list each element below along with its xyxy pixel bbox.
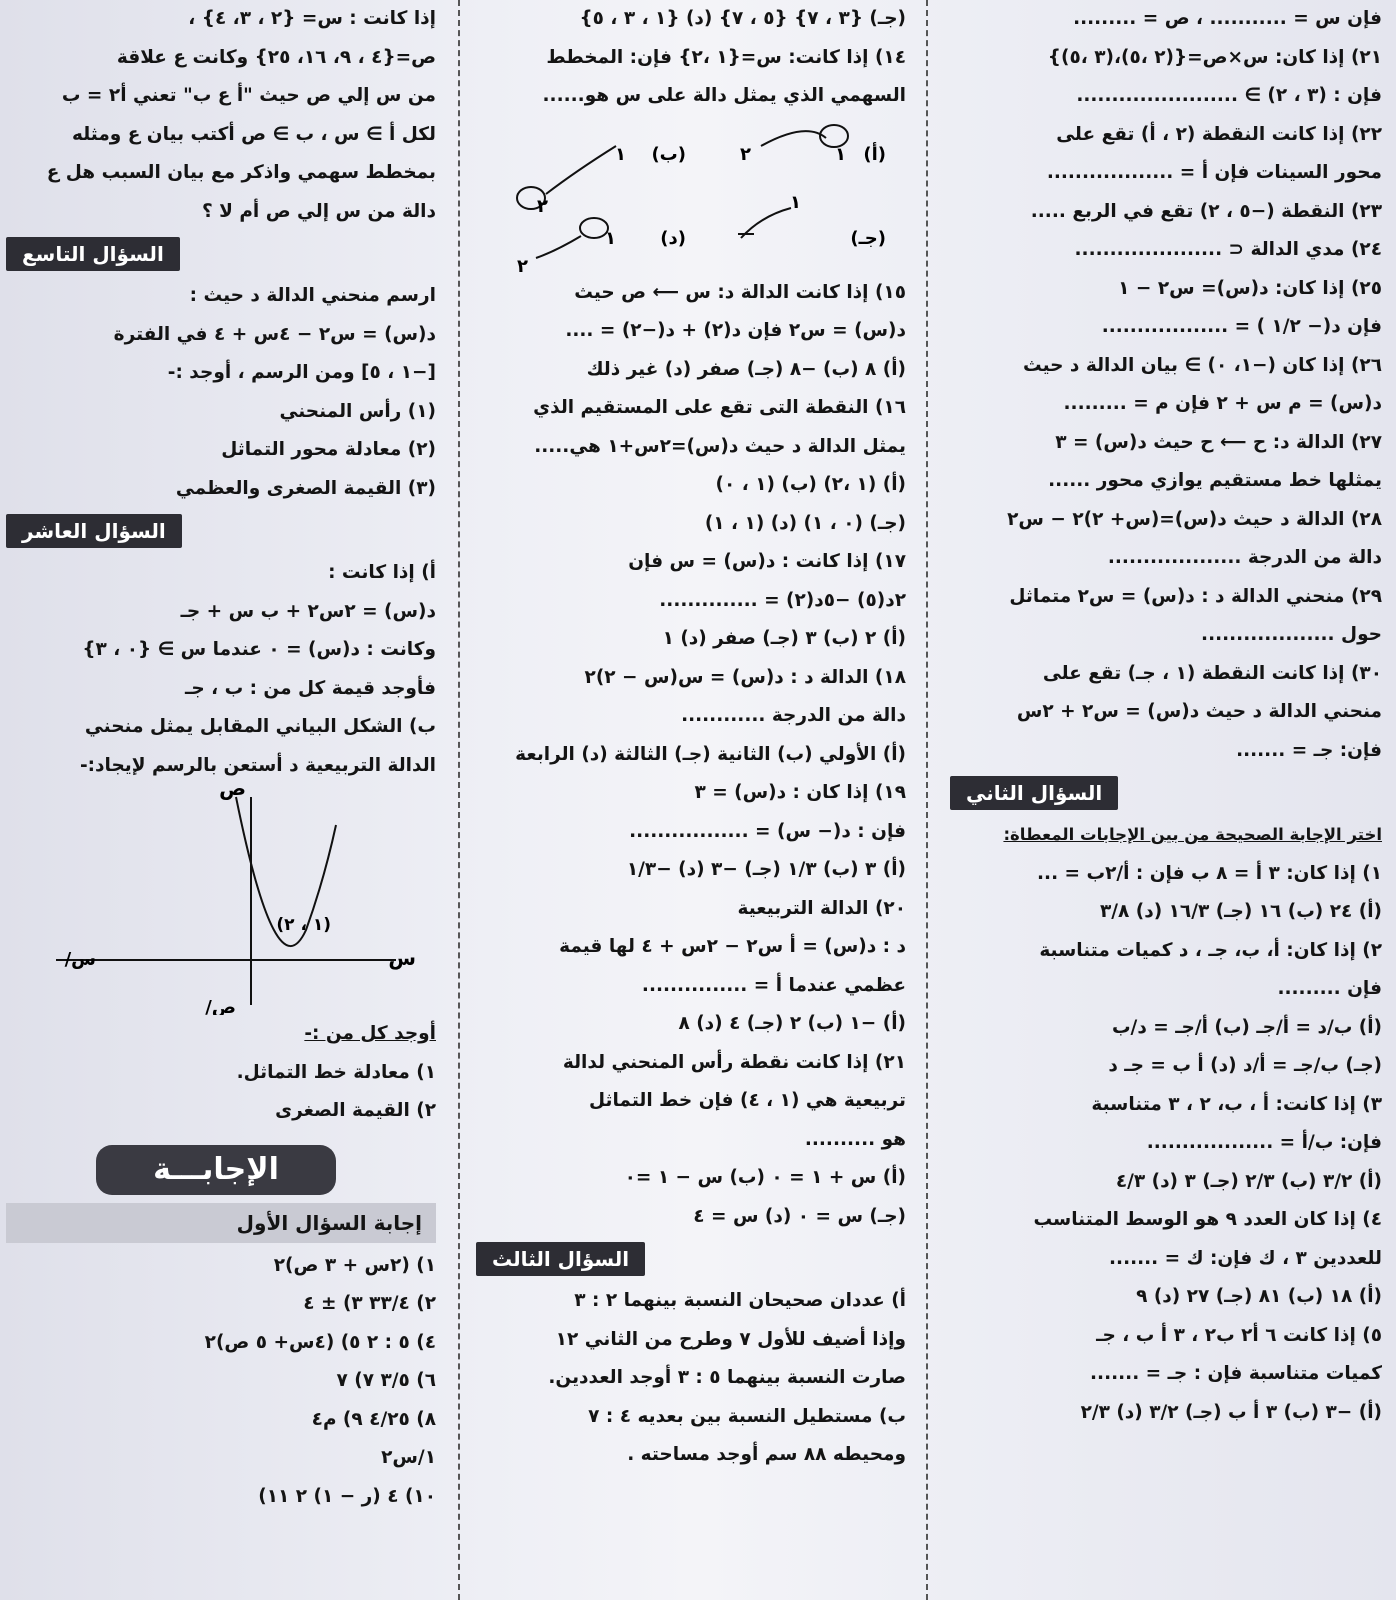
question-line: ٣٠) إذا كانت النقطة (١ ، جـ) تقع على <box>1042 662 1382 684</box>
question-line: ب) الشكل البياني المقابل يمثل منحني <box>84 716 436 737</box>
question-line: فإن ......... <box>1277 978 1382 999</box>
question-line: ٢٧) الدالة د: ح ⟵ ح حيث د(س) = ٣ <box>1055 431 1382 453</box>
question-line: ٢٢) إذا كانت النقطة (٢ ، أ) تقع على <box>1056 123 1382 145</box>
question-line: ٢٨) الدالة د حيث د(س)=(س+ ٢)٢ − س٢ <box>1007 508 1382 530</box>
question-line: ١٤) إذا كانت: س={١ ،٢} فإن: المخطط <box>546 46 906 68</box>
column-divider-1 <box>926 0 928 1600</box>
loop-circle <box>580 218 608 238</box>
question-line: بمخطط سهمي واذكر مع بيان السبب هل ع <box>46 162 436 183</box>
question-line: د(س) = س٢ فإن د(٢) + د(−٢) = .... <box>565 320 906 341</box>
question-line: وكانت : د(س) = ٠ عندما س ∋ {٠ ، ٣} <box>82 639 436 660</box>
question-line: دالة من س إلي ص أم لا ؟ <box>201 200 436 222</box>
question-line: من س إلي ص حيث "أ ع ب" تعني أ٢ = ب <box>61 85 436 106</box>
answer-line: ٦) ٣/٥ ٧) ٧ <box>336 1370 436 1391</box>
question-line: ٢١) إذا كانت نقطة رأس المنحني لدالة <box>562 1051 906 1073</box>
question-line: (أ) ٣/٢ (ب) ٢/٣ (جـ) ٣ (د) ٤/٣ <box>1115 1170 1382 1192</box>
x-axis-neg-label: س/ <box>64 949 96 970</box>
answer-q1-header: إجابة السؤال الأول <box>6 1203 436 1243</box>
question-line: ٢٤) مدي الدالة ⊂ ..................... <box>1074 239 1382 260</box>
question-line: د(س) = م س + ٢ فإن م = ......... <box>1063 393 1382 414</box>
question-line: ٢٥) إذا كان: د(س)= س٢ − ١ <box>1118 277 1382 299</box>
right-column <box>950 0 1382 1600</box>
header-question-2: السؤال الثاني <box>950 776 1118 810</box>
question-line: (أ) (١ ،٢) (ب) (١ ، ٠) <box>715 474 906 495</box>
node-1-label: ١ <box>835 143 846 165</box>
question-line: ١٩) إذا كان : د(س) = ٣ <box>694 782 906 803</box>
question-line: ٢د(٥) −٥د(٢) = .............. <box>659 589 906 611</box>
question-line: (أ) س + ١ = ٠ (ب) س − ١ =٠ <box>624 1167 906 1188</box>
arrow-line <box>536 236 581 258</box>
question-line: د(س) = س٢ − ٤س + ٤ في الفترة <box>113 323 436 345</box>
question-line: فإن : (٣ ، ٢) ∋ ....................... <box>1076 85 1382 106</box>
y-axis-label: ص <box>219 785 246 800</box>
question-line: د(س) = ٢س٢ + ب س + جـ <box>180 600 436 622</box>
question-line: (أ) الأولي (ب) الثانية (جـ) الثالثة (د) الرابعة <box>515 743 906 765</box>
option-d-label: (د) <box>660 227 686 249</box>
node-1-label: ١ <box>790 191 801 213</box>
question-line: ٢) القيمة الصغرى <box>275 1100 436 1121</box>
header-question-10: السؤال العاشر <box>6 514 182 548</box>
question-line: ١٥) إذا كانت الدالة د: س ⟵ ص حيث <box>574 281 906 303</box>
left-column <box>6 0 436 1600</box>
question-line: فإن: جـ = ....... <box>1236 739 1382 761</box>
answer-line: ١٠) ٤ (ر − ١) ٢ ١١) <box>258 1485 436 1507</box>
question-line: (أ) ٢٤ (ب) ١٦ (جـ) ١٦/٣ (د) ٣/٨ <box>1099 901 1382 922</box>
question-line: (١) رأس المنحني <box>279 400 436 422</box>
question-line: ٥) إذا كانت ٦ أ٢ ب٢ ، ٣ أ ب ، جـ <box>1096 1324 1382 1346</box>
question-line: (٢) معادلة محور التماثل <box>221 439 436 460</box>
arrow-line <box>546 146 616 194</box>
question-line: منحني الدالة د حيث د(س) = س٢ + ٢س <box>1016 701 1382 722</box>
question-line: (أ) ب/د = أ/جـ (ب) أ/جـ = د/ب <box>1111 1016 1382 1038</box>
header-question-9: السؤال التاسع <box>6 237 180 271</box>
question-line: ٢٦) إذا كان (−١، ٠) ∋ بيان الدالة د حيث <box>1023 354 1382 376</box>
node-2-label: ٢ <box>517 255 528 274</box>
question-line: محور السينات فإن أ = .................. <box>1046 162 1382 183</box>
question-line: الدالة التربيعية د أستعن بالرسم لإيجاد:- <box>79 754 436 776</box>
option-a-label: (أ) <box>863 143 886 165</box>
question-line: ٤) إذا كان العدد ٩ هو الوسط المتناسب <box>1033 1209 1382 1230</box>
question-line: (جـ) (٠ ، ١) (د) (١ ، ١) <box>704 512 906 534</box>
question-line: للعددين ٣ ، ك فإن: ك = ....... <box>1109 1247 1382 1269</box>
question-line: وإذا أضيف للأول ٧ وطرح من الثاني ١٢ <box>555 1328 906 1350</box>
answer-line: ٤) ٥ : ٢ ٥) (٤س+ ٥ ص)٢ <box>204 1331 436 1353</box>
question-line: ومحيطه ٨٨ سم أوجد مساحته . <box>627 1444 906 1465</box>
question-line: تربيعية هي (١ ، ٤) فإن خط التماثل <box>589 1090 906 1111</box>
arrow-diagrams <box>476 116 906 274</box>
question-line: (جـ) ب/جـ = أ/د (د) أ ب = جـ د <box>1108 1055 1382 1076</box>
instruction-q2: اختر الإجابة الصحيحة من بين الإجابات المعطاة: <box>1003 825 1382 844</box>
question-line: (أ) −١ (ب) ٢ (جـ) ٤ (د) ٨ <box>678 1013 906 1034</box>
y-axis-neg-label: ص/ <box>205 997 236 1015</box>
question-line: فإن: ب/أ = .................. <box>1146 1132 1382 1153</box>
node-1-label: ١ <box>605 227 616 249</box>
question-line: السهمي الذي يمثل دالة على س هو...... <box>542 85 906 106</box>
answer-line: ٢) ٣٣/٤ ٣) ± ٤ <box>303 1293 436 1314</box>
question-line: ١٨) الدالة د : د(س) = س(س − ٢)٢ <box>584 666 906 688</box>
vertex-label: (١ ، ٢) <box>276 915 331 935</box>
header-question-3: السؤال الثالث <box>476 1242 645 1276</box>
question-line: ارسم منحني الدالة د حيث : <box>189 285 436 306</box>
node-2-label: ٢ <box>537 195 548 217</box>
question-line: د : د(س) = أ س٢ − ٢س + ٤ لها قيمة <box>559 936 906 957</box>
find-each-label: أوجد كل من :- <box>304 1023 436 1044</box>
question-line: (أ) ١٨ (ب) ٨١ (جـ) ٢٧ (د) ٩ <box>1136 1286 1382 1307</box>
arrow-line <box>761 131 826 146</box>
question-line: ١٧) إذا كانت : د(س) = س فإن <box>628 551 906 572</box>
question-line: عظمي عندما أ = ............... <box>641 974 906 996</box>
arrow-diagram-options <box>476 116 906 274</box>
question-line: (٣) القيمة الصغرى والعظمي <box>175 477 436 499</box>
question-line: ١٦) النقطة التى تقع على المستقيم الذي <box>533 397 906 418</box>
question-line: فإن : د(− س) = ................. <box>629 820 906 842</box>
answer-line: ١) (٢س + ٣ ص)٢ <box>273 1254 436 1276</box>
question-line: [−١ ، ٥] ومن الرسم ، أوجد :- <box>167 362 436 383</box>
answer-line: ٨) ٤/٢٥ ٩) م٤ <box>311 1408 436 1430</box>
question-line: دالة من الدرجة ............ <box>681 705 906 726</box>
question-line: فإن د(− ١/٢ ) = .................. <box>1101 316 1382 337</box>
option-c-label: (جـ) <box>850 227 886 249</box>
question-line: ٢٠) الدالة التربيعية <box>737 897 906 919</box>
question-line: فأوجد قيمة كل من : ب ، جـ <box>185 677 436 699</box>
question-line: يمثلها خط مستقيم يوازي محور ...... <box>1048 470 1382 491</box>
question-line: ب) مستطيل النسبة بين بعديه ٤ : ٧ <box>588 1405 906 1427</box>
question-line: (أ) ٨ (ب) −٨ (جـ) صفر (د) غير ذلك <box>586 358 906 380</box>
question-line: دالة من الدرجة ................... <box>1107 547 1382 568</box>
question-line: يمثل الدالة د حيث د(س)=٢س+١ هي..... <box>534 435 906 457</box>
question-line: لكل أ ∋ س ، ب ∋ ص أكتب بيان ع ومثله <box>72 123 436 145</box>
x-axis-label: س <box>388 946 416 970</box>
middle-column <box>476 0 906 1600</box>
question-line: (أ) −٣ (ب) ٣ أ ب (جـ) ٣/٢ (د) ٢/٣ <box>1080 1401 1382 1423</box>
question-line: ٣) إذا كانت: أ ، ب، ٢ ، ٣ متناسبة <box>1091 1093 1382 1115</box>
column-divider-2 <box>458 0 460 1600</box>
question-line: ١) إذا كان: ٣ أ = ٨ ب فإن : أ/٢ب = ... <box>1037 862 1382 884</box>
answer-banner: الإجابـــة <box>96 1145 336 1195</box>
question-line: ١) معادلة خط التماثل. <box>236 1061 436 1083</box>
parabola-graph <box>6 785 436 1015</box>
question-line: ٢١) إذا كان: س×ص={(٢ ،٥)،(٣ ،٥)} <box>1047 46 1382 68</box>
question-line: (أ) ٢ (ب) ٣ (جـ) صفر (د) ١ <box>662 628 906 649</box>
question-line: هو .......... <box>804 1128 906 1150</box>
question-line: (جـ) {٣ ، ٧} {٥ ، ٧} (د) {١ ، ٣ ، ٥} <box>579 8 906 29</box>
question-line: (أ) ٣ (ب) ١/٣ (جـ) −٣ (د) −١/٣ <box>626 859 906 880</box>
node-2-label: ٢ <box>740 143 751 165</box>
question-line: ٢٩) منحني الدالة د : د(س) = س٢ متماثل <box>1009 585 1382 607</box>
question-line: فإن س = ........... ، ص = ......... <box>1073 8 1382 29</box>
answer-line: ١/س٢ <box>381 1447 436 1468</box>
question-line: حول ................... <box>1201 624 1382 645</box>
option-b-label: (ب) <box>651 143 686 165</box>
question-line: كميات متناسبة فإن : جـ = ....... <box>1090 1363 1382 1384</box>
question-line: ص={٤ ، ٩، ١٦، ٢٥} وكانت ع علاقة <box>116 46 436 68</box>
question-line: أ) إذا كانت : <box>328 562 436 583</box>
question-line: إذا كانت : س= {٢ ، ٣، ٤} ، <box>188 8 436 29</box>
question-line: أ) عددان صحيحان النسبة بينهما ٢ : ٣ <box>574 1290 906 1311</box>
question-line: صارت النسبة بينهما ٥ : ٣ أوجد العددين. <box>548 1367 906 1388</box>
question-line: ٢) إذا كان: أ، ب، جـ ، د كميات متناسبة <box>1039 939 1382 961</box>
question-line: ٢٣) النقطة (−٥ ، ٢) تقع في الربع ..... <box>1030 200 1382 222</box>
question-line: (جـ) س = ٠ (د) س = ٤ <box>693 1205 906 1227</box>
parabola-svg <box>6 785 436 1015</box>
node-1-label: ١ <box>615 143 626 165</box>
